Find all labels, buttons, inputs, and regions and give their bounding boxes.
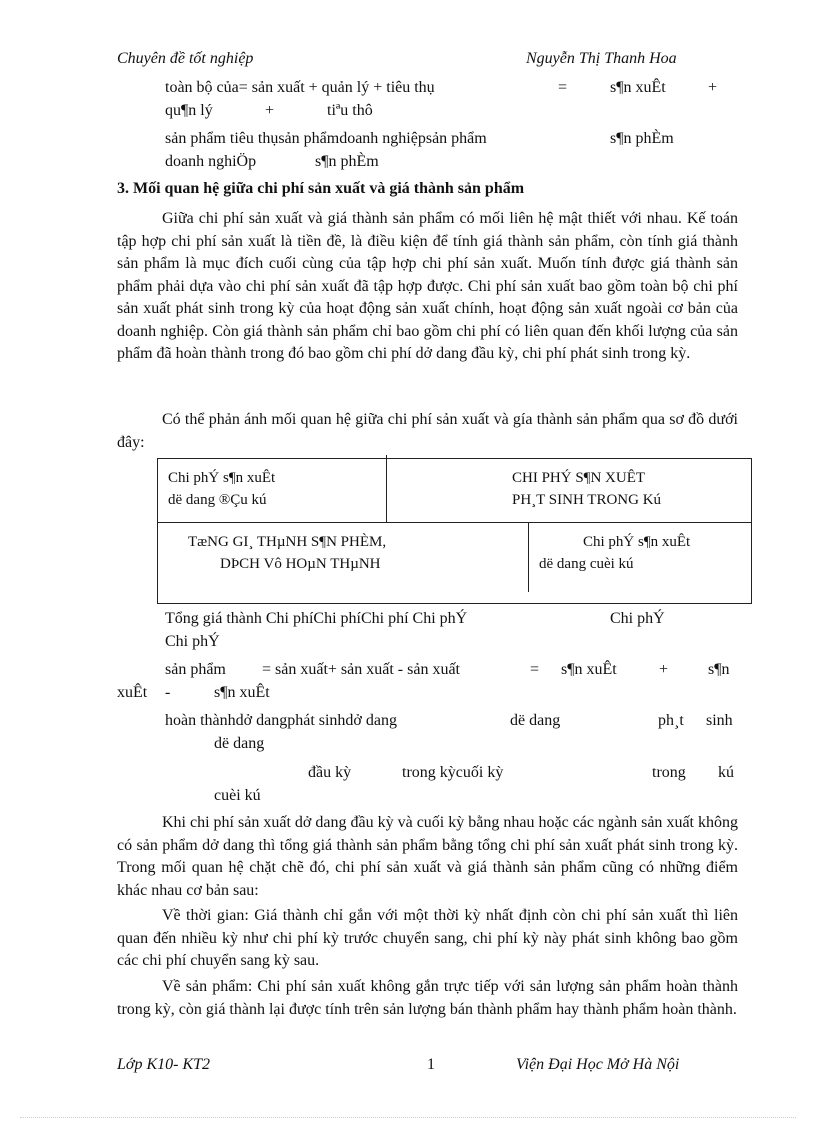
formula1-row1-term: s¶n xuÊt bbox=[610, 79, 666, 96]
formula2-r1-text: Tổng giá thành Chi phíChi phíChi phí Chi phÝ bbox=[165, 610, 468, 627]
formula2-r2-eq: = bbox=[530, 661, 540, 678]
header-right: Nguyễn Thị Thanh Hoa bbox=[526, 50, 677, 67]
formula2-r3-sinh: sinh bbox=[706, 712, 733, 729]
paragraph-relationship: Giữa chi phí sản xuất và giá thành sản phẩm có mối liên hệ mật thiết với nhau. Kế toán tập hợp chi phí sản xuất là tiền đề, là điều kiện để tính giá thành sản phẩm, còn tính giá thành sản phẩm là mục đích cuối cùng của tập hợp chi phí sản xuất. Muốn tính được giá thành sản phẩm phải dựa vào chi phí sản xuất đã tập hợp được. Chi phí sản xuất bao gồm toàn bộ chi phí sản xuất phát sinh trong kỳ của hoạt động sản xuất chính, hoạt động sản xuất ngoài cơ bản của doanh nghiệp. Còn giá thành sản phẩm chỉ bao gồm chi phí có liên quan đến khối lượng của sản phẩm đã hoàn thành trong đó bao gồm chi phí dở dang đầu kỳ, chi phí phát sinh trong kỳ. bbox=[117, 210, 738, 362]
diagram-period-cost-line2: PH¸T SINH TRONG Kú bbox=[512, 492, 662, 508]
section-heading: 3. Mối quan hệ giữa chi phí sản xuất và giá thành sản phẩm bbox=[117, 180, 525, 197]
diagram-horizontal-divider bbox=[158, 522, 751, 523]
formula2-r4-a: đầu kỳ bbox=[308, 764, 352, 781]
diagram-closing-wip-line1: Chi phÝ s¶n xuÊt bbox=[583, 534, 691, 550]
formula2-r2b-a: xuÊt bbox=[117, 684, 148, 701]
formula1-row3-text: sản phẩm tiêu thụsản phẩmdoanh nghiệpsản phẩm bbox=[165, 130, 487, 147]
header-left: Chuyên đề tốt nghiệp bbox=[117, 50, 254, 67]
formula2-r2-tail: s¶n bbox=[708, 661, 730, 678]
formula2-r2-b: = sản xuất+ sản xuất - sản xuất bbox=[262, 661, 460, 678]
formula1-row2-a: qu¶n lý bbox=[165, 102, 213, 119]
paragraph-product-difference: Về sản phẩm: Chi phí sản xuất không gắn trực tiếp với sản lượng sản phẩm hoàn thành trong kỳ, còn giá thành lại được tính trên sản lượng bán thành phẩm hay thành phẩm hoàn thành. bbox=[117, 978, 738, 1018]
diagram-total-cost-line1: TæNG GI¸ THµNH S¶N PHÈM, bbox=[188, 534, 387, 550]
formula1-row2-b: tiªu thô bbox=[327, 102, 373, 119]
footer-class: Lớp K10- KT2 bbox=[117, 1056, 211, 1073]
formula2-r3b: dë dang bbox=[214, 735, 265, 752]
formula2-r3-phat: ph¸t bbox=[658, 712, 684, 729]
formula2-r2-term: s¶n xuÊt bbox=[561, 661, 617, 678]
formula1-row4-b: s¶n phÈm bbox=[315, 153, 379, 170]
diagram-period-cost-line1: CHI PHÝ S¶N XUÊT bbox=[512, 470, 646, 486]
formula2-r2-plus: + bbox=[659, 661, 669, 678]
diagram-total-cost-line2: DÞCH Vô HOµN THµNH bbox=[220, 556, 381, 572]
footer-institution: Viện Đại Học Mở Hà Nội bbox=[516, 1056, 680, 1073]
formula1-row1-plus: + bbox=[708, 79, 718, 96]
diagram-bottom-divider bbox=[528, 522, 529, 592]
formula1-row2-plus: + bbox=[265, 102, 275, 119]
cost-diagram bbox=[157, 458, 752, 604]
formula1-row1-eq: = bbox=[558, 79, 568, 96]
formula2-r2b-minus: - bbox=[165, 684, 171, 701]
page-number: 1 bbox=[427, 1056, 435, 1073]
formula2-r1b: Chi phÝ bbox=[165, 633, 220, 650]
formula2-r4-b: trong kỳcuối kỳ bbox=[402, 764, 504, 781]
diagram-closing-wip-line2: dë dang cuèi kú bbox=[539, 556, 634, 572]
page-bottom-border bbox=[20, 1117, 796, 1118]
diagram-opening-wip-line2: dë dang ®Çu kú bbox=[168, 492, 267, 508]
formula2-r2b-c: s¶n xuÊt bbox=[214, 684, 270, 701]
paragraph-equal-wip: Khi chi phí sản xuất dở dang đầu kỳ và cuối kỳ bằng nhau hoặc các ngành sản xuất không có sản phẩm dở dang thì tổng giá thành sản phẩm bằng tổng chi phí sản xuất phát sinh trong kỳ. Trong mối quan hệ chặt chẽ đó, chi phí sản xuất và giá thành sản phẩm cũng có những điểm khác nhau cơ bản sau: bbox=[117, 814, 738, 899]
formula2-r4-d: kú bbox=[718, 764, 734, 781]
formula1-row3-term: s¶n phÈm bbox=[610, 130, 674, 147]
formula2-r4b: cuèi kú bbox=[214, 787, 261, 804]
formula1-row4-a: doanh nghiÖp bbox=[165, 153, 257, 170]
paragraph-time-difference: Về thời gian: Giá thành chỉ gắn với một thời kỳ nhất định còn chi phí sản xuất thì liên quan đến nhiều kỳ như chi phí kỳ trước chuyển sang, chi phí kỳ này phát sinh không bao gồm các chi phí chuyển sang kỳ sau. bbox=[117, 907, 738, 969]
formula2-r3-term: dë dang bbox=[510, 712, 561, 729]
diagram-top-divider bbox=[386, 455, 387, 522]
formula1-row1-text: toàn bộ của= sản xuất + quản lý + tiêu thụ bbox=[165, 79, 435, 96]
formula2-r3-text: hoàn thànhdở dangphát sinhdở dang bbox=[165, 712, 397, 729]
formula2-r4-c: trong bbox=[652, 764, 686, 781]
diagram-opening-wip-line1: Chi phÝ s¶n xuÊt bbox=[168, 470, 276, 486]
formula2-r2-a: sản phẩm bbox=[165, 661, 226, 678]
formula2-r1-term: Chi phÝ bbox=[610, 610, 665, 627]
paragraph-diagram-intro: Có thể phản ánh mối quan hệ giữa chi phí sản xuất và gía thành sản phẩm qua sơ đồ dưới đây: bbox=[117, 411, 738, 451]
